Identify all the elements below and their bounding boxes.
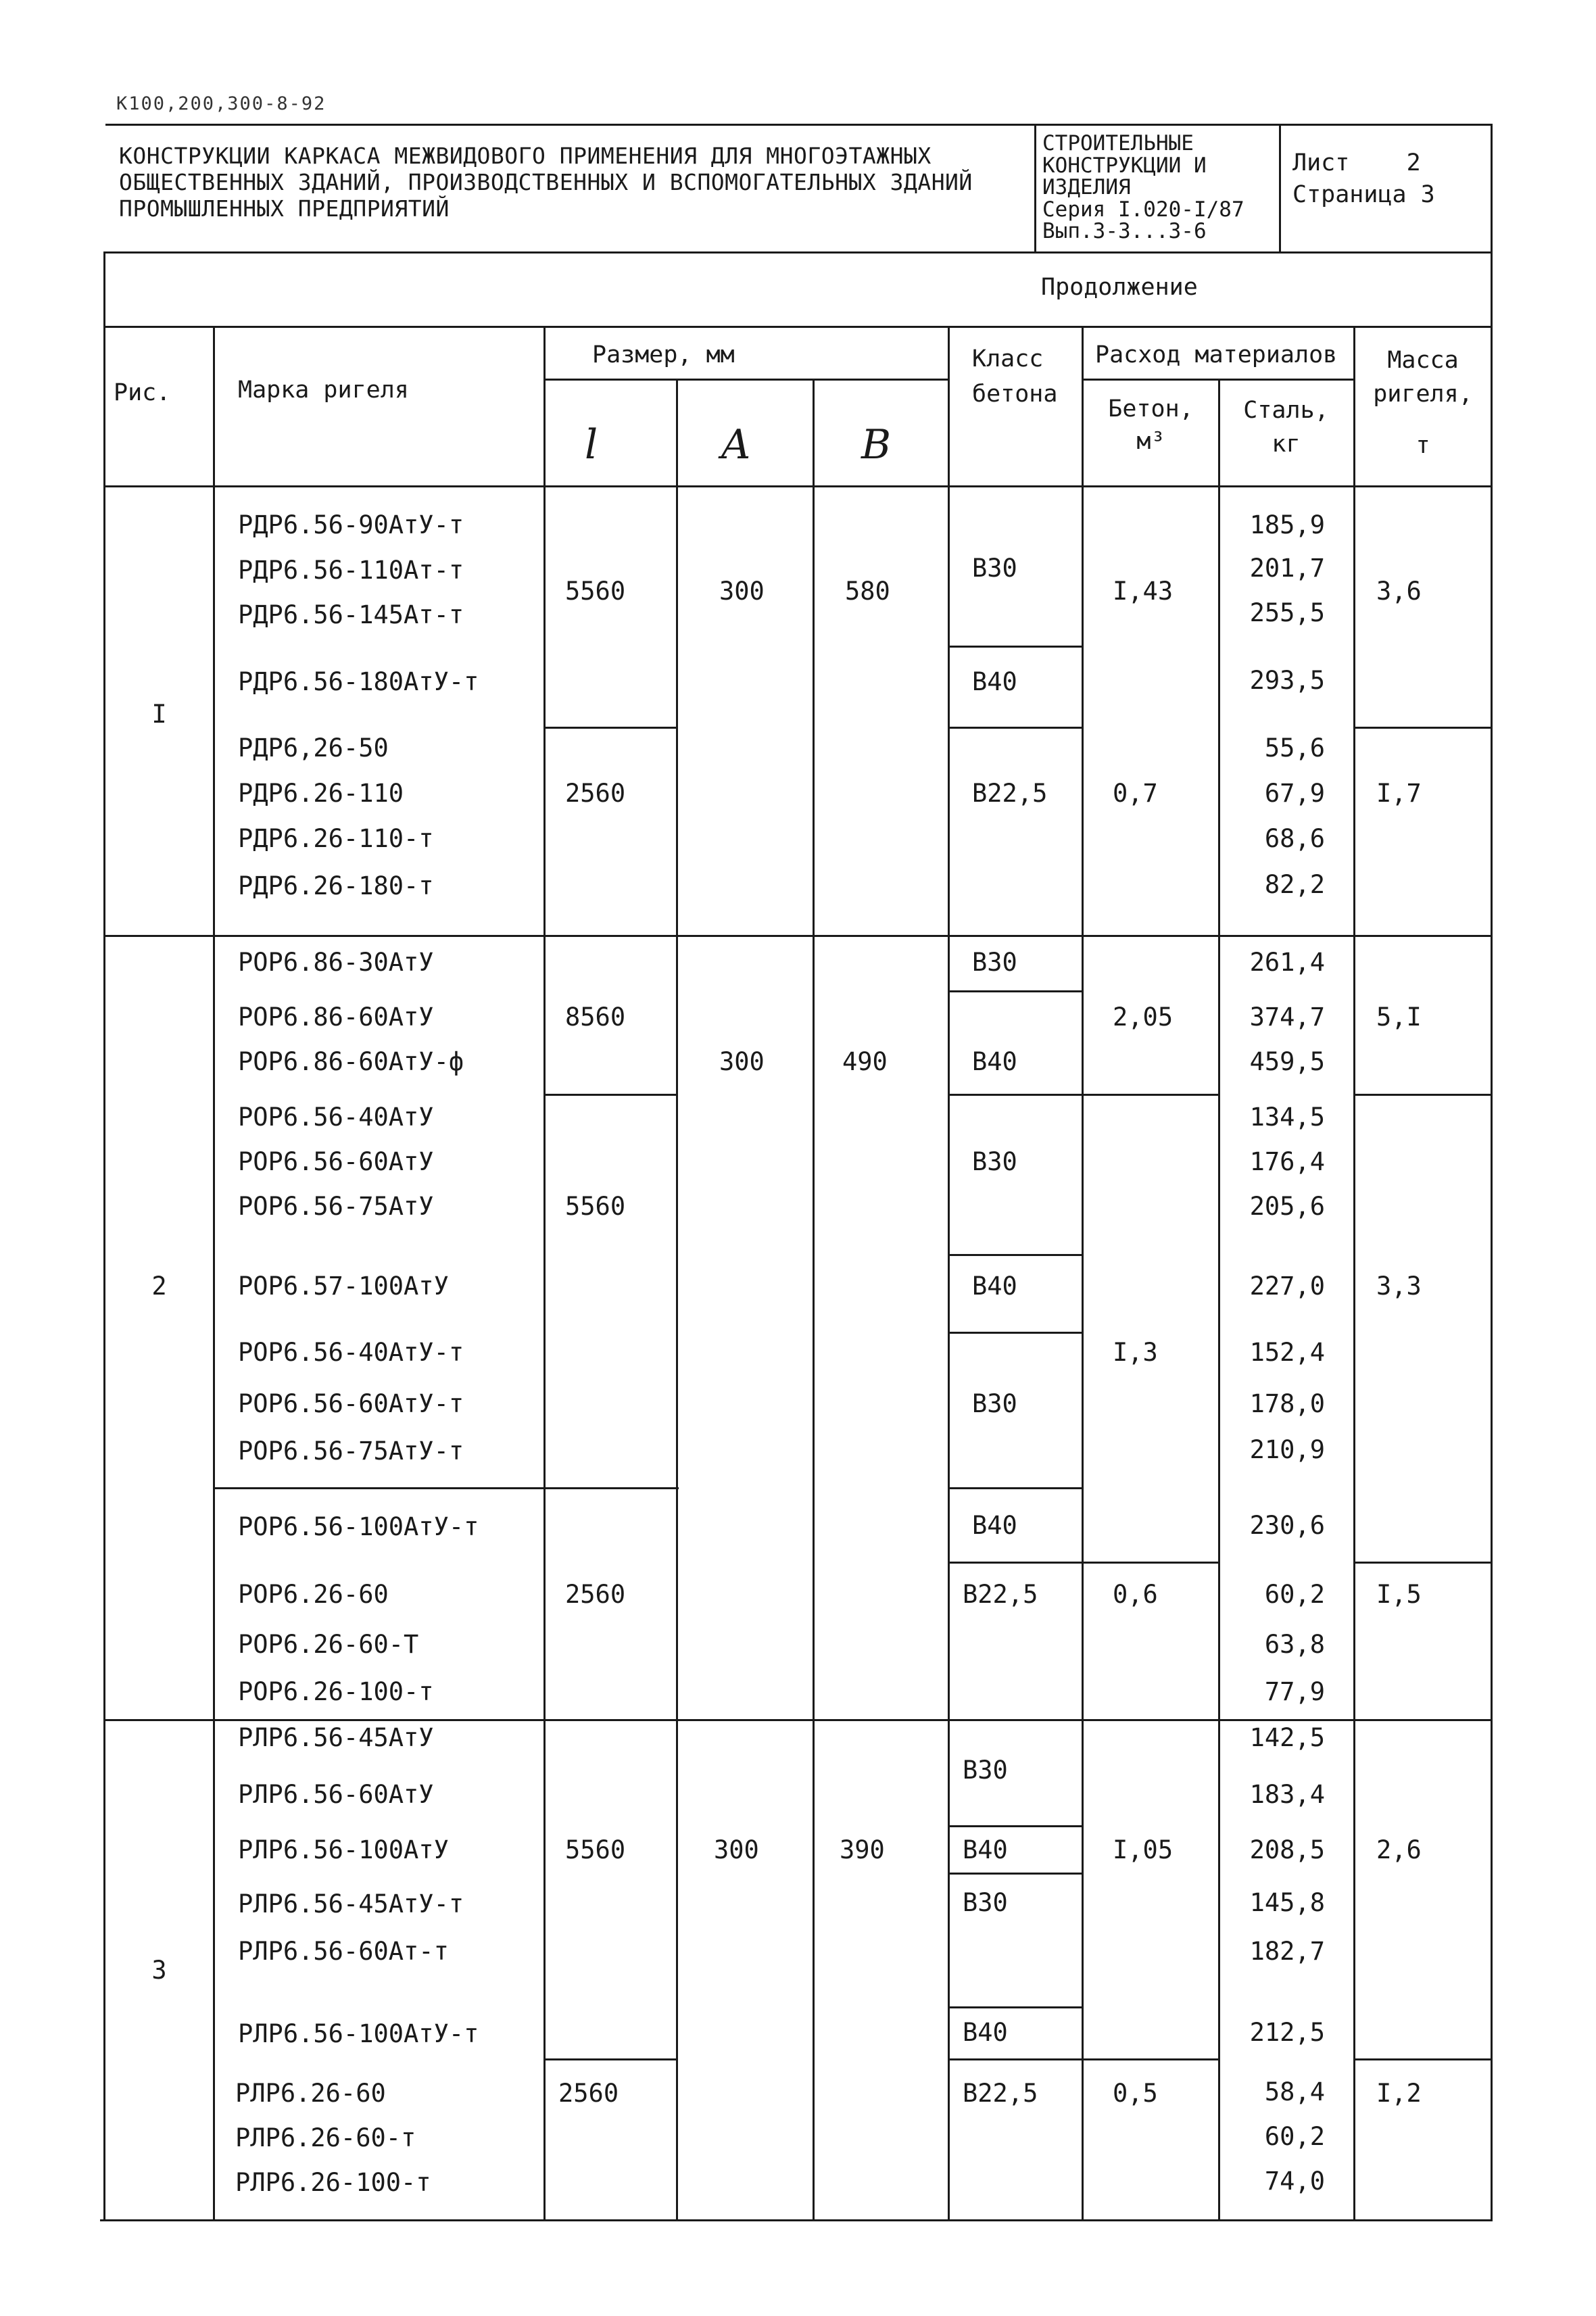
row-steel: 58,4 (1264, 2077, 1325, 2106)
row-mark: РДР6.56-90АтУ-т (238, 510, 464, 539)
concrete-class: В30 (972, 554, 1017, 583)
col-header-mass-1: Масса (1387, 347, 1459, 374)
row-mark: РДР6.56-180АтУ-т (238, 667, 479, 696)
row-mark: РЛР6.26-60 (235, 2079, 386, 2108)
col-header-steel-1: Сталь, (1243, 397, 1329, 424)
row-mark: РЛР6.56-60АтУ (238, 1780, 434, 1809)
concrete-class: В40 (972, 1272, 1017, 1301)
col-header-concrete-1: Бетон, (1108, 395, 1194, 423)
row-steel: 183,4 (1249, 1780, 1325, 1809)
length-value: 5560 (565, 1192, 626, 1221)
col-header-size: Размер, мм (592, 341, 735, 368)
concrete-class: В30 (972, 1147, 1017, 1176)
row-mark: РЛР6.56-45АтУ-т (238, 1889, 464, 1919)
row-steel: 227,0 (1249, 1272, 1325, 1301)
row-steel: 67,9 (1264, 779, 1325, 808)
height-a-value: 300 (714, 1835, 759, 1864)
row-mark: РДР6,26-50 (238, 733, 389, 763)
row-steel: 261,4 (1249, 948, 1325, 977)
row-steel: 205,6 (1249, 1192, 1325, 1221)
row-steel: 230,6 (1249, 1511, 1325, 1540)
row-steel: 60,2 (1264, 2122, 1325, 2151)
row-steel: 55,6 (1264, 733, 1325, 763)
concrete-volume: 2,05 (1113, 1003, 1174, 1032)
row-mark: РЛР6.26-60-т (235, 2123, 416, 2152)
row-mark: РЛР6.56-100АтУ (238, 1835, 449, 1864)
sheet-info: Лист 2 Страница 3 (1292, 149, 1435, 209)
row-mark: РОР6.26-60-Т (238, 1630, 419, 1659)
col-header-class-2: бетона (972, 381, 1058, 408)
row-steel: 74,0 (1264, 2167, 1325, 2196)
concrete-volume: 0,6 (1113, 1580, 1158, 1609)
row-mark: РДР6.56-145Ат-т (238, 600, 464, 629)
row-steel: 178,0 (1249, 1389, 1325, 1418)
concrete-class: В40 (972, 667, 1017, 696)
length-value: 5560 (565, 577, 626, 606)
length-value: 8560 (565, 1003, 626, 1032)
concrete-volume: 0,5 (1113, 2079, 1158, 2108)
row-steel: 82,2 (1264, 870, 1325, 899)
concrete-class: В30 (972, 948, 1017, 977)
height-a-value: 300 (719, 577, 765, 606)
concrete-volume: I,43 (1113, 577, 1174, 606)
fig-number: 2 (151, 1272, 167, 1301)
concrete-class: В30 (963, 1888, 1008, 1917)
fig-number: I (151, 700, 167, 729)
row-steel: 68,6 (1264, 824, 1325, 853)
row-mark: РДР6.56-110Ат-т (238, 556, 464, 585)
row-mark: РЛР6.26-100-т (235, 2168, 431, 2197)
concrete-class: В40 (963, 1835, 1008, 1864)
beam-mass: 2,6 (1376, 1835, 1422, 1864)
row-steel: 63,8 (1264, 1630, 1325, 1659)
row-mark: РДР6.26-180-т (238, 871, 434, 900)
concrete-class: В40 (972, 1047, 1017, 1076)
series-info: СТРОИТЕЛЬНЫЕ КОНСТРУКЦИИ И ИЗДЕЛИЯ Серия I.020-I/87 Вып.3-3...3-6 (1042, 131, 1244, 244)
row-steel: 255,5 (1249, 598, 1325, 627)
concrete-class: В22,5 (963, 1580, 1038, 1609)
row-mark: РОР6.56-75АтУ-т (238, 1437, 464, 1466)
row-steel: 185,9 (1249, 510, 1325, 539)
row-mark: РОР6.56-60АтУ (238, 1147, 434, 1176)
beam-mass: I,5 (1376, 1580, 1422, 1609)
row-mark: РДР6.26-110 (238, 779, 404, 808)
length-value: 2560 (565, 779, 626, 808)
length-value: 2560 (558, 2079, 619, 2108)
row-steel: 152,4 (1249, 1338, 1325, 1367)
row-mark: РОР6.56-100АтУ-т (238, 1512, 479, 1541)
col-header-concrete-2: м³ (1136, 428, 1165, 455)
fig-number: 3 (151, 1956, 167, 1985)
row-steel: 210,9 (1249, 1435, 1325, 1464)
col-header-a: A (721, 421, 751, 468)
concrete-volume: I,05 (1113, 1835, 1174, 1864)
row-steel: 182,7 (1249, 1937, 1325, 1966)
row-steel: 374,7 (1249, 1003, 1325, 1032)
row-mark: РОР6.86-60АтУ (238, 1003, 434, 1032)
row-steel: 208,5 (1249, 1835, 1325, 1864)
concrete-class: В40 (963, 2018, 1008, 2047)
row-steel: 60,2 (1264, 1580, 1325, 1609)
col-header-steel-2: кг (1272, 431, 1301, 458)
document-code: К100,200,300-8-92 (116, 93, 327, 114)
row-mark: РОР6.26-60 (238, 1580, 389, 1609)
row-mark: РОР6.56-40АтУ-т (238, 1338, 464, 1367)
width-b-value: 490 (842, 1047, 888, 1076)
concrete-volume: 0,7 (1113, 779, 1158, 808)
beam-mass: I,2 (1376, 2079, 1422, 2108)
concrete-class: В40 (972, 1511, 1017, 1540)
row-steel: 293,5 (1249, 666, 1325, 695)
row-mark: РЛР6.56-60Ат-т (238, 1937, 449, 1966)
concrete-class: В30 (963, 1756, 1008, 1785)
row-mark: РЛР6.56-100АтУ-т (238, 2019, 479, 2048)
col-header-materials: Расход материалов (1095, 341, 1338, 368)
length-value: 2560 (565, 1580, 626, 1609)
row-mark: РДР6.26-110-т (238, 824, 434, 853)
row-steel: 176,4 (1249, 1147, 1325, 1176)
row-steel: 77,9 (1264, 1677, 1325, 1706)
row-steel: 134,5 (1249, 1103, 1325, 1132)
concrete-volume: I,3 (1113, 1338, 1158, 1367)
row-steel: 459,5 (1249, 1047, 1325, 1076)
col-header-mass-3: т (1416, 432, 1430, 459)
row-steel: 212,5 (1249, 2018, 1325, 2047)
col-header-fig: Рис. (114, 379, 171, 406)
height-a-value: 300 (719, 1047, 765, 1076)
row-steel: 142,5 (1249, 1723, 1325, 1752)
continuation-label: Продолжение (1041, 274, 1198, 301)
concrete-class: В22,5 (963, 2079, 1038, 2108)
beam-mass: 5,I (1376, 1003, 1422, 1032)
row-mark: РОР6.56-40АтУ (238, 1103, 434, 1132)
row-mark: РОР6.57-100АтУ (238, 1272, 449, 1301)
row-mark: РОР6.26-100-т (238, 1677, 434, 1706)
document-title: КОНСТРУКЦИИ КАРКАСА МЕЖВИДОВОГО ПРИМЕНЕНИЯ ДЛЯ МНОГОЭТАЖНЫХ ОБЩЕСТВЕННЫХ ЗДАНИЙ, ПРОИЗВОДСТВЕННЫХ И ВСПОМОГАТЕЛЬНЫХ ЗДАНИЙ ПРОМЫШЛЕННЫХ ПРЕДПРИЯТИЙ (119, 143, 973, 222)
row-steel: 145,8 (1249, 1888, 1325, 1917)
beam-mass: I,7 (1376, 779, 1422, 808)
row-mark: РОР6.56-60АтУ-т (238, 1389, 464, 1418)
col-header-class-1: Класс (972, 345, 1044, 372)
length-value: 5560 (565, 1835, 626, 1864)
width-b-value: 580 (845, 577, 890, 606)
row-mark: РЛР6.56-45АтУ (238, 1723, 434, 1752)
col-header-mass-2: ригеля, (1373, 381, 1473, 408)
concrete-class: В22,5 (972, 779, 1048, 808)
col-header-b: B (861, 421, 892, 468)
row-steel: 201,7 (1249, 554, 1325, 583)
concrete-class: В30 (972, 1389, 1017, 1418)
col-header-mark: Марка ригеля (238, 377, 409, 404)
row-mark: РОР6.86-60АтУ-ф (238, 1047, 464, 1076)
row-mark: РОР6.86-30АтУ (238, 948, 434, 977)
width-b-value: 390 (840, 1835, 885, 1864)
beam-mass: 3,3 (1376, 1272, 1422, 1301)
beam-mass: 3,6 (1376, 577, 1422, 606)
col-header-l: l (585, 421, 598, 468)
row-mark: РОР6.56-75АтУ (238, 1192, 434, 1221)
